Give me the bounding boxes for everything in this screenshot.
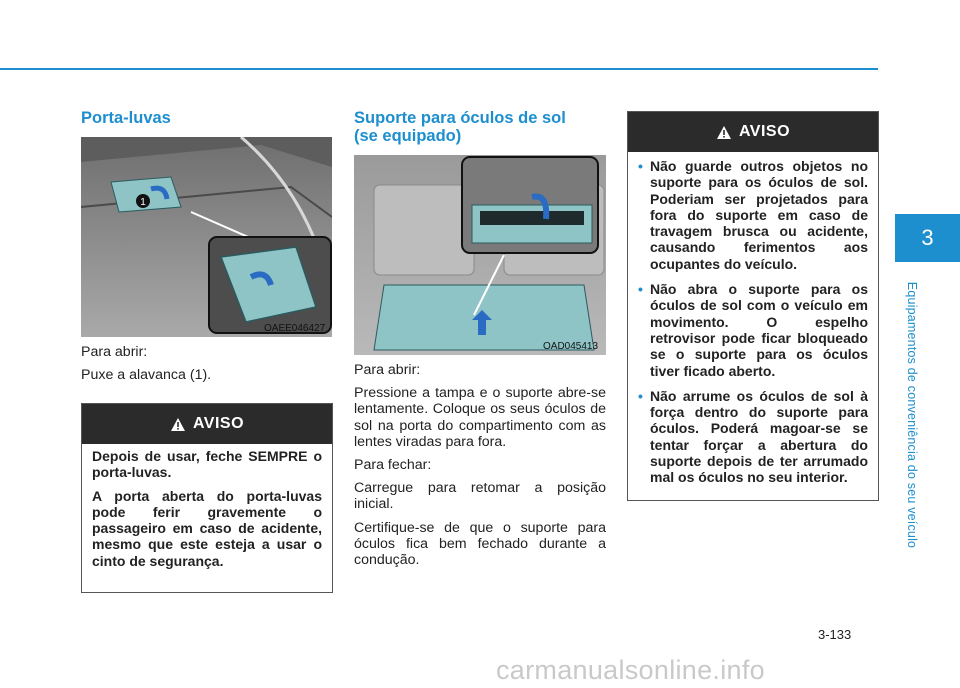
warning-item-text: Não arrume os óculos de sol à força dentro do suporte para óculos. Poderá magoar-se se tentar forçar a abertura do suporte depois de ter arrumado mal os óculos no seu interior. — [650, 387, 868, 486]
heading-line: Suporte para óculos de sol — [354, 109, 566, 127]
instruction-text: Pressione a tampa e o suporte abre-se lentamente. Coloque os seus óculos de sol na porta do compartimento com as lentes viradas para fora. — [354, 385, 606, 450]
chapter-title: Equipamentos de conveniência do seu veículo — [905, 281, 919, 549]
warning-item-text: Não abra o suporte para os óculos de sol com o veículo em movimento. O espelho retrovisor pode ficar bloqueado se o suporte para os óculos tiver ficado aberto. — [650, 281, 868, 379]
instruction-text: Carregue para retomar a posição inicial. — [354, 480, 606, 513]
bullet-icon: • — [638, 158, 643, 174]
warning-paragraph: A porta aberta do porta-luvas pode ferir gravemente o passageiro em caso de acidente, mesmo que este esteja a usar o cinto de segurança. — [92, 487, 322, 569]
glove-box-figure — [81, 137, 332, 337]
warning-box — [81, 403, 333, 593]
warning-header — [82, 404, 332, 444]
sunglass-holder-text — [354, 362, 606, 575]
instruction-label: Para abrir: — [354, 362, 421, 378]
sunglass-holder-heading — [354, 109, 606, 145]
sunglass-holder-figure — [354, 155, 606, 355]
instruction-text: Certifique-se de que o suporte para óculos fica bem fechado durante a condução. — [354, 519, 606, 569]
chapter-tab: 3 — [895, 214, 960, 262]
header-rule — [0, 68, 878, 70]
glove-box-heading: Porta-luvas — [81, 109, 171, 127]
instruction-label: Para abrir: — [81, 344, 148, 360]
warning-list — [638, 158, 868, 486]
warning-body — [628, 152, 878, 486]
warning-item — [638, 281, 868, 379]
warning-item — [638, 158, 868, 272]
heading-line: (se equipado) — [354, 127, 462, 145]
callout-number: 1 — [140, 197, 146, 208]
warning-triangle-icon — [716, 125, 732, 140]
warning-title: AVISO — [738, 123, 791, 140]
watermark: carmanualsonline.info — [496, 655, 765, 685]
figure-code: OAD045413 — [543, 341, 599, 352]
warning-title: AVISO — [192, 415, 245, 432]
page-number: 3-133 — [818, 627, 852, 642]
warning-paragraph: Depois de usar, feche SEMPRE o porta-luvas. — [92, 448, 322, 481]
glove-box-text — [81, 344, 332, 390]
sunglass-warning-box — [627, 111, 879, 501]
warning-item-text: Não guarde outros objetos no suporte para os óculos de sol. Poderiam ser projetados para fora do suporte em caso de travagem brusca ou acidente, causando ferimentos aos ocupantes do veículo. — [650, 158, 868, 272]
bullet-icon: • — [638, 281, 643, 298]
warning-item — [638, 388, 868, 486]
instruction-label: Para fechar: — [354, 457, 432, 474]
figure-code: OAEE046427 — [264, 323, 326, 334]
warning-header — [628, 112, 878, 152]
warning-triangle-icon — [170, 417, 186, 432]
chapter-sidebar — [902, 270, 922, 560]
sunglass-holder-illustration — [354, 155, 606, 355]
instruction-text: Puxe a alavanca (1). — [81, 367, 212, 384]
bullet-icon: • — [638, 387, 643, 404]
glove-box-illustration — [81, 137, 332, 337]
warning-body — [82, 444, 332, 569]
